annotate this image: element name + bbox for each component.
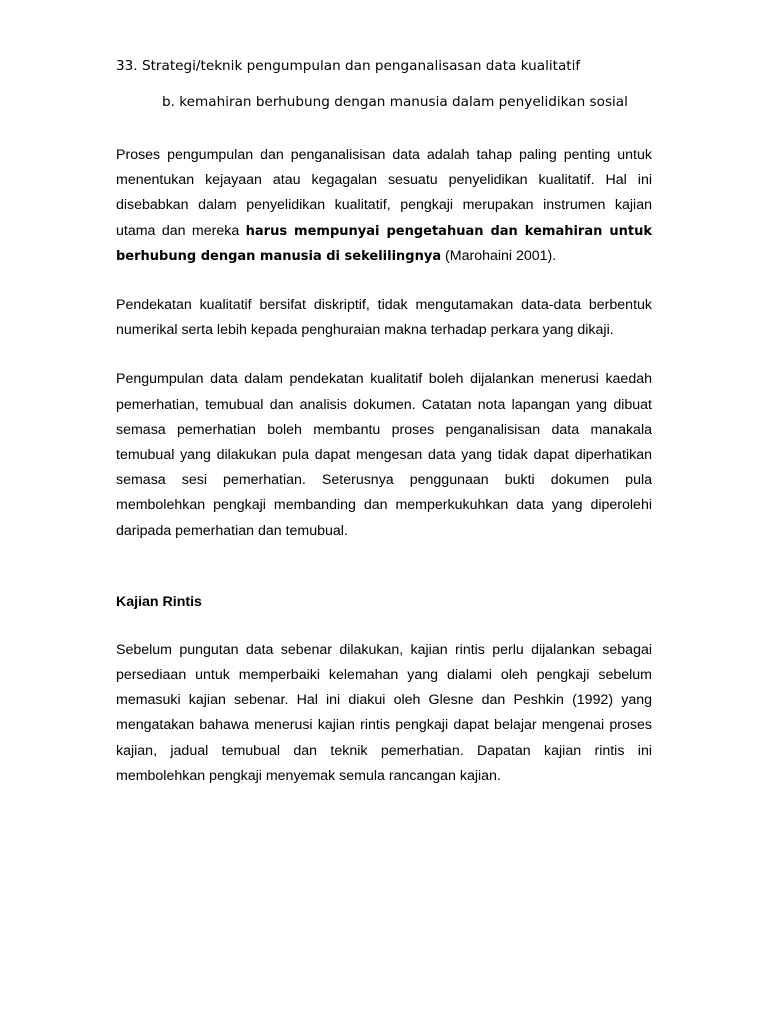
paragraph-pengumpulan-data: Pengumpulan data dalam pendekatan kualitatif boleh dijalankan menerusi kaedah pemerhatian, temubual dan analisis dokumen. Catatan nota lapangan yang dibuat semasa pemerhatian boleh membantu proses penganalisisan data manakala temubual yang dilakukan pula dapat mengesan data yang tidak dapat diperhatikan semasa sesi pemerhatian. Seterusnya penggunaan bukti dokumen pula membolehkan pengkaji membanding dan memperkukuhkan data yang diperolehi daripada pemerhatian dan temubual. <box>116 371 652 539</box>
emphasized-text: harus mempunyai pengetahuan dan kemahiran untuk berhubung dengan manusia di sekelilingnya <box>116 223 652 264</box>
document-title: 33. Strategi/teknik pengumpulan dan penganalisasan data kualitatif <box>116 58 581 74</box>
paragraph-kajian-rintis: Sebelum pungutan data sebenar dilakukan, kajian rintis perlu dijalankan sebagai persediaan untuk memperbaiki kelemahan yang dialami oleh pengkaji sebelum memasuki kajian sebenar. Hal ini diakui oleh Glesne dan Peshkin (1992) yang mengatakan bahawa menerusi kajian rintis pengkaji dapat belajar mengenai proses kajian, jadual temubual dan teknik pemerhatian. Dapatan kajian rintis ini membolehkan pengkaji menyemak semula rancangan kajian. <box>116 641 652 784</box>
document-page <box>116 58 652 789</box>
paragraph-proses-pengumpulan <box>116 143 652 269</box>
paragraph-pendekatan-kualitatif: Pendekatan kualitatif bersifat diskriptif, tidak mengutamakan data-data berbentuk numerikal serta lebih kepada penghuraian makna terhadap perkara yang dikaji. <box>116 297 652 339</box>
document-subtitle: b. kemahiran berhubung dengan manusia dalam penyelidikan sosial <box>162 94 628 110</box>
paragraph-text: Proses pengumpulan dan penganalisisan data adalah tahap paling penting untuk menentukan kejayaan atau kegagalan sesuatu penyelidikan kualitatif. Hal ini disebabkan dalam penyelidikan kualitatif, pengkaji merupakan instrumen kajian utama dan mereka <box>116 147 652 239</box>
section-title-kajian-rintis: Kajian Rintis <box>116 593 202 610</box>
citation-text: (Marohaini 2001). <box>441 247 557 264</box>
